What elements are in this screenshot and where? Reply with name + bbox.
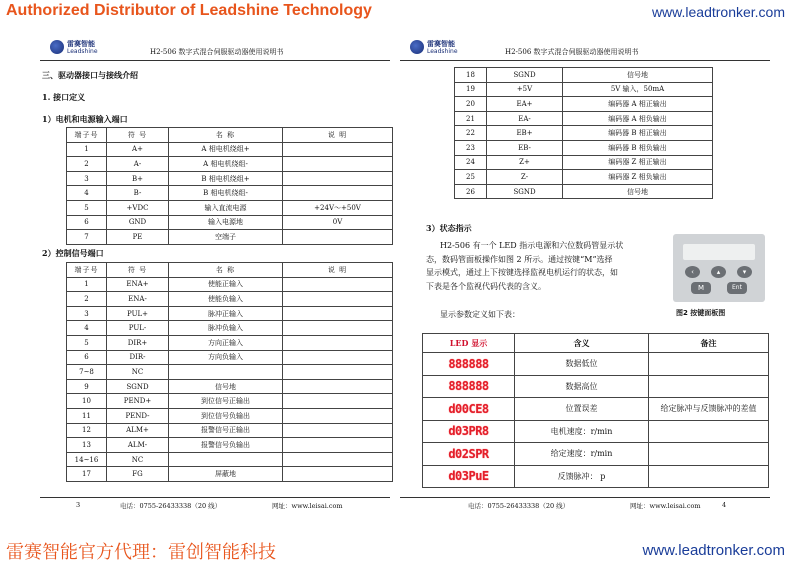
table-cell: +5V xyxy=(487,82,563,97)
table-cell: 5V 输入，50mA xyxy=(563,82,713,97)
para-line: H2-506 有一个 LED 指示电源和六位数码管显示状 xyxy=(440,241,624,250)
agent-banner: 雷赛智能官方代理：雷创智能科技 xyxy=(6,542,276,562)
table-cell: 输入直流电源 xyxy=(169,200,283,215)
led-display-table xyxy=(422,333,769,488)
table-row xyxy=(67,379,393,394)
table-cell: 电机速度：r/min xyxy=(515,420,649,443)
table-cell: ALM+ xyxy=(107,423,169,438)
table-cell xyxy=(649,420,769,443)
table-cell: ENA+ xyxy=(107,277,169,292)
table-row xyxy=(455,97,713,112)
table-cell: 报警信号负输出 xyxy=(169,438,283,453)
table-cell: 信号地 xyxy=(563,184,713,199)
col-header: 含义 xyxy=(515,334,649,353)
table-cell: B 相电机绕组+ xyxy=(169,171,283,186)
table-cell: 到位信号正输出 xyxy=(169,394,283,409)
table-cell: A+ xyxy=(107,142,169,157)
table-cell: 0V xyxy=(283,215,393,230)
manual-page-3 xyxy=(40,38,390,513)
table-row xyxy=(423,398,769,421)
table-row xyxy=(455,140,713,155)
footer-divider xyxy=(40,497,390,498)
table-cell: 数据高位 xyxy=(515,375,649,398)
table-cell: 4 xyxy=(67,186,107,201)
table-cell: 6 xyxy=(67,350,107,365)
table-cell xyxy=(283,292,393,307)
website-link-top[interactable]: www.leadtronker.com xyxy=(651,4,785,20)
table-cell: 2 xyxy=(67,157,107,172)
table-row xyxy=(67,186,393,201)
manual-title: H2-506 数字式混合伺服驱动器使用说明书 xyxy=(150,48,284,56)
col-header: 名 称 xyxy=(169,263,283,278)
page-header xyxy=(40,38,390,61)
table-cell: SGND xyxy=(107,379,169,394)
table-cell: 22 xyxy=(455,126,487,141)
table-cell: 4 xyxy=(67,321,107,336)
table-cell xyxy=(283,230,393,245)
website-link-bottom[interactable]: www.leadtronker.com xyxy=(642,542,785,559)
table-cell: 到位信号负输出 xyxy=(169,408,283,423)
table-cell: 5 xyxy=(67,335,107,350)
table-cell: B- xyxy=(107,186,169,201)
table-cell: Z- xyxy=(487,170,563,185)
col-header: 端子号 xyxy=(67,128,107,143)
table-cell: 反馈脉冲： p xyxy=(515,465,649,488)
footer-website: 网址：www.leisai.com xyxy=(630,502,701,510)
status-section-title: 3）状态指示 xyxy=(426,223,472,233)
table-cell: EA+ xyxy=(487,97,563,112)
table-cell: 数据低位 xyxy=(515,353,649,376)
table-cell xyxy=(283,157,393,172)
table-cell xyxy=(649,465,769,488)
table-cell: DIR+ xyxy=(107,335,169,350)
table-cell: EB+ xyxy=(487,126,563,141)
table-cell: PUL+ xyxy=(107,306,169,321)
table-cell: 19 xyxy=(455,82,487,97)
table-cell: PEND- xyxy=(107,408,169,423)
table-cell: 3 xyxy=(67,171,107,186)
table-cell: 888888 xyxy=(423,375,515,398)
table-cell: 编码器 Z 相正输出 xyxy=(563,155,713,170)
table-row xyxy=(67,157,393,172)
table-cell: ALM- xyxy=(107,438,169,453)
table-cell: 21 xyxy=(455,111,487,126)
table-cell xyxy=(283,321,393,336)
page-number: 4 xyxy=(722,501,727,509)
table-cell: 23 xyxy=(455,140,487,155)
figure-caption: 图2 按键面板图 xyxy=(676,309,726,317)
table-cell: PEND+ xyxy=(107,394,169,409)
logo-cn-text: 雷赛智能 xyxy=(67,40,95,48)
table-row xyxy=(67,306,393,321)
manual-page-4 xyxy=(400,38,770,513)
table-cell: +VDC xyxy=(107,200,169,215)
table-row xyxy=(455,82,713,97)
table-row xyxy=(423,375,769,398)
key-panel-image xyxy=(673,234,765,302)
table-cell: Z+ xyxy=(487,155,563,170)
table-cell xyxy=(283,277,393,292)
footer-phone: 电话：0755-26433338（20 线） xyxy=(120,502,222,510)
logo-mark-icon xyxy=(50,40,64,54)
table-cell: 脉冲正输入 xyxy=(169,306,283,321)
table-row xyxy=(67,365,393,380)
table-row xyxy=(423,443,769,466)
table-cell: 给定脉冲与反馈脉冲的差值 xyxy=(649,398,769,421)
distributor-banner: Authorized Distributor of Leadshine Technology xyxy=(6,2,372,19)
table-header-row xyxy=(67,128,393,143)
table-cell: GND xyxy=(107,215,169,230)
table-cell xyxy=(283,408,393,423)
table-cell: d03PuE xyxy=(423,465,515,488)
table-cell: DIR- xyxy=(107,350,169,365)
table-cell: 1 xyxy=(67,277,107,292)
panel-key-down-icon: ▾ xyxy=(737,266,752,278)
col-header: 说 明 xyxy=(283,263,393,278)
col-header: 符 号 xyxy=(107,263,169,278)
table-cell: 编码器 B 相正输出 xyxy=(563,126,713,141)
table-cell: 编码器 A 相负输出 xyxy=(563,111,713,126)
table-cell: 脉冲负输入 xyxy=(169,321,283,336)
table-cell: 26 xyxy=(455,184,487,199)
table-cell xyxy=(283,186,393,201)
table-cell: 编码器 A 相正输出 xyxy=(563,97,713,112)
table-cell: 7~8 xyxy=(67,365,107,380)
encoder-port-table xyxy=(454,67,713,199)
panel-display xyxy=(683,244,755,260)
table-cell: 10 xyxy=(67,394,107,409)
table-cell: d03PR8 xyxy=(423,420,515,443)
table-row xyxy=(67,171,393,186)
table-cell: EA- xyxy=(487,111,563,126)
table-row xyxy=(423,465,769,488)
table-row xyxy=(455,170,713,185)
para-line: 显示模式，通过上下按键选择监视电机运行的状态，如 xyxy=(426,268,618,277)
table-cell: PUL- xyxy=(107,321,169,336)
table-cell: 14~16 xyxy=(67,452,107,467)
table-cell: 17 xyxy=(67,467,107,482)
table-cell xyxy=(283,423,393,438)
table-cell: 1 xyxy=(67,142,107,157)
table-cell: B+ xyxy=(107,171,169,186)
table-cell: NC xyxy=(107,452,169,467)
footer-divider xyxy=(400,497,770,498)
leadshine-logo xyxy=(50,40,110,58)
power-port-table xyxy=(66,127,393,245)
table-cell xyxy=(283,467,393,482)
table-cell xyxy=(649,353,769,376)
table-cell xyxy=(283,438,393,453)
table-cell xyxy=(649,443,769,466)
table-cell: 使能正输入 xyxy=(169,277,283,292)
logo-mark-icon xyxy=(410,40,424,54)
table-row xyxy=(67,292,393,307)
table-cell: 给定速度：r/min xyxy=(515,443,649,466)
table-cell xyxy=(283,452,393,467)
footer-website: 网址：www.leisai.com xyxy=(272,502,343,510)
table-cell: EB- xyxy=(487,140,563,155)
panel-key-up-icon: ▴ xyxy=(711,266,726,278)
table-row xyxy=(67,408,393,423)
table-row xyxy=(455,126,713,141)
col-header: 符 号 xyxy=(107,128,169,143)
table-cell: 9 xyxy=(67,379,107,394)
leadshine-logo xyxy=(410,40,470,58)
col-header: 名 称 xyxy=(169,128,283,143)
table-cell: NC xyxy=(107,365,169,380)
table2-title: 2）控制信号端口 xyxy=(42,248,104,258)
table-cell: 7 xyxy=(67,230,107,245)
table-cell: 方向负输入 xyxy=(169,350,283,365)
table-row xyxy=(67,142,393,157)
table-cell: 编码器 Z 相负输出 xyxy=(563,170,713,185)
table1-title: 1）电机和电源输入端口 xyxy=(42,114,128,124)
subsection-heading: 1. 接口定义 xyxy=(42,92,86,102)
table-cell xyxy=(283,171,393,186)
table-row xyxy=(67,452,393,467)
table-row xyxy=(67,277,393,292)
page-number: 3 xyxy=(76,501,81,509)
table-row xyxy=(67,215,393,230)
table-cell: 信号地 xyxy=(169,379,283,394)
table-cell xyxy=(283,350,393,365)
footer-phone: 电话：0755-26433338（20 线） xyxy=(468,502,570,510)
para-line: 态，数码管面板操作如图 2 所示。通过按键“M”选择 xyxy=(426,254,613,264)
table-cell: +24V～+50V xyxy=(283,200,393,215)
panel-key-ent: Ent xyxy=(727,282,747,294)
table-cell: 输入电源地 xyxy=(169,215,283,230)
table-cell: 信号地 xyxy=(563,68,713,83)
control-port-table xyxy=(66,262,393,482)
table-header-row xyxy=(67,263,393,278)
panel-key-left-icon: ‹ xyxy=(685,266,700,278)
page-header xyxy=(400,38,770,61)
col-header-led: LED 显示 xyxy=(423,334,515,353)
table-cell xyxy=(649,375,769,398)
table-cell xyxy=(283,365,393,380)
table-cell: 报警信号正输出 xyxy=(169,423,283,438)
param-table-intro: 显示参数定义如下表： xyxy=(440,310,520,319)
manual-title: H2-506 数字式混合伺服驱动器使用说明书 xyxy=(505,48,639,56)
table-cell: 11 xyxy=(67,408,107,423)
table-cell: 13 xyxy=(67,438,107,453)
table-row xyxy=(455,111,713,126)
table-cell: ENA- xyxy=(107,292,169,307)
table-cell: 5 xyxy=(67,200,107,215)
para-line: 下表是各个监视代码代表的含义。 xyxy=(426,281,546,291)
table-cell xyxy=(283,394,393,409)
table-cell: 位置误差 xyxy=(515,398,649,421)
table-cell: d02SPR xyxy=(423,443,515,466)
table-cell xyxy=(169,452,283,467)
col-header: 说 明 xyxy=(283,128,393,143)
table-cell xyxy=(169,365,283,380)
logo-en-text: Leadshine xyxy=(67,48,98,55)
table-cell xyxy=(283,306,393,321)
table-row xyxy=(67,335,393,350)
table-cell: 24 xyxy=(455,155,487,170)
table-row xyxy=(67,321,393,336)
table-cell: 18 xyxy=(455,68,487,83)
table-cell: B 相电机绕组- xyxy=(169,186,283,201)
table-cell xyxy=(283,335,393,350)
table-header-row xyxy=(423,334,769,353)
table-cell: SGND xyxy=(487,68,563,83)
table-cell: 3 xyxy=(67,306,107,321)
table-cell: A 相电机绕组+ xyxy=(169,142,283,157)
table-cell: 12 xyxy=(67,423,107,438)
table-cell: 使能负输入 xyxy=(169,292,283,307)
logo-en-text: Leadshine xyxy=(427,48,458,55)
table-cell: 6 xyxy=(67,215,107,230)
table-row xyxy=(455,68,713,83)
table-row xyxy=(455,184,713,199)
table-cell: 方向正输入 xyxy=(169,335,283,350)
table-cell xyxy=(283,142,393,157)
table-cell xyxy=(283,379,393,394)
table-cell: 25 xyxy=(455,170,487,185)
panel-key-m: M xyxy=(691,282,711,294)
table-row xyxy=(423,420,769,443)
col-header: 备注 xyxy=(649,334,769,353)
table-cell: FG xyxy=(107,467,169,482)
table-cell: d00CE8 xyxy=(423,398,515,421)
table-cell: 888888 xyxy=(423,353,515,376)
logo-cn-text: 雷赛智能 xyxy=(427,40,455,48)
table-row xyxy=(67,350,393,365)
table-cell: 20 xyxy=(455,97,487,112)
table-row xyxy=(67,200,393,215)
col-header: 端子号 xyxy=(67,263,107,278)
table-cell: 2 xyxy=(67,292,107,307)
table-row xyxy=(67,467,393,482)
table-row xyxy=(67,230,393,245)
table-row xyxy=(67,394,393,409)
table-cell: 空端子 xyxy=(169,230,283,245)
table-row xyxy=(67,423,393,438)
table-cell: SGND xyxy=(487,184,563,199)
table-cell: 屏蔽地 xyxy=(169,467,283,482)
table-cell: A 相电机绕组- xyxy=(169,157,283,172)
table-cell: PE xyxy=(107,230,169,245)
table-cell: A- xyxy=(107,157,169,172)
table-row xyxy=(67,438,393,453)
section-heading: 三、驱动器接口与接线介绍 xyxy=(42,70,138,80)
table-row xyxy=(423,353,769,376)
table-cell: 编码器 B 相负输出 xyxy=(563,140,713,155)
status-description xyxy=(426,239,670,293)
table-row xyxy=(455,155,713,170)
